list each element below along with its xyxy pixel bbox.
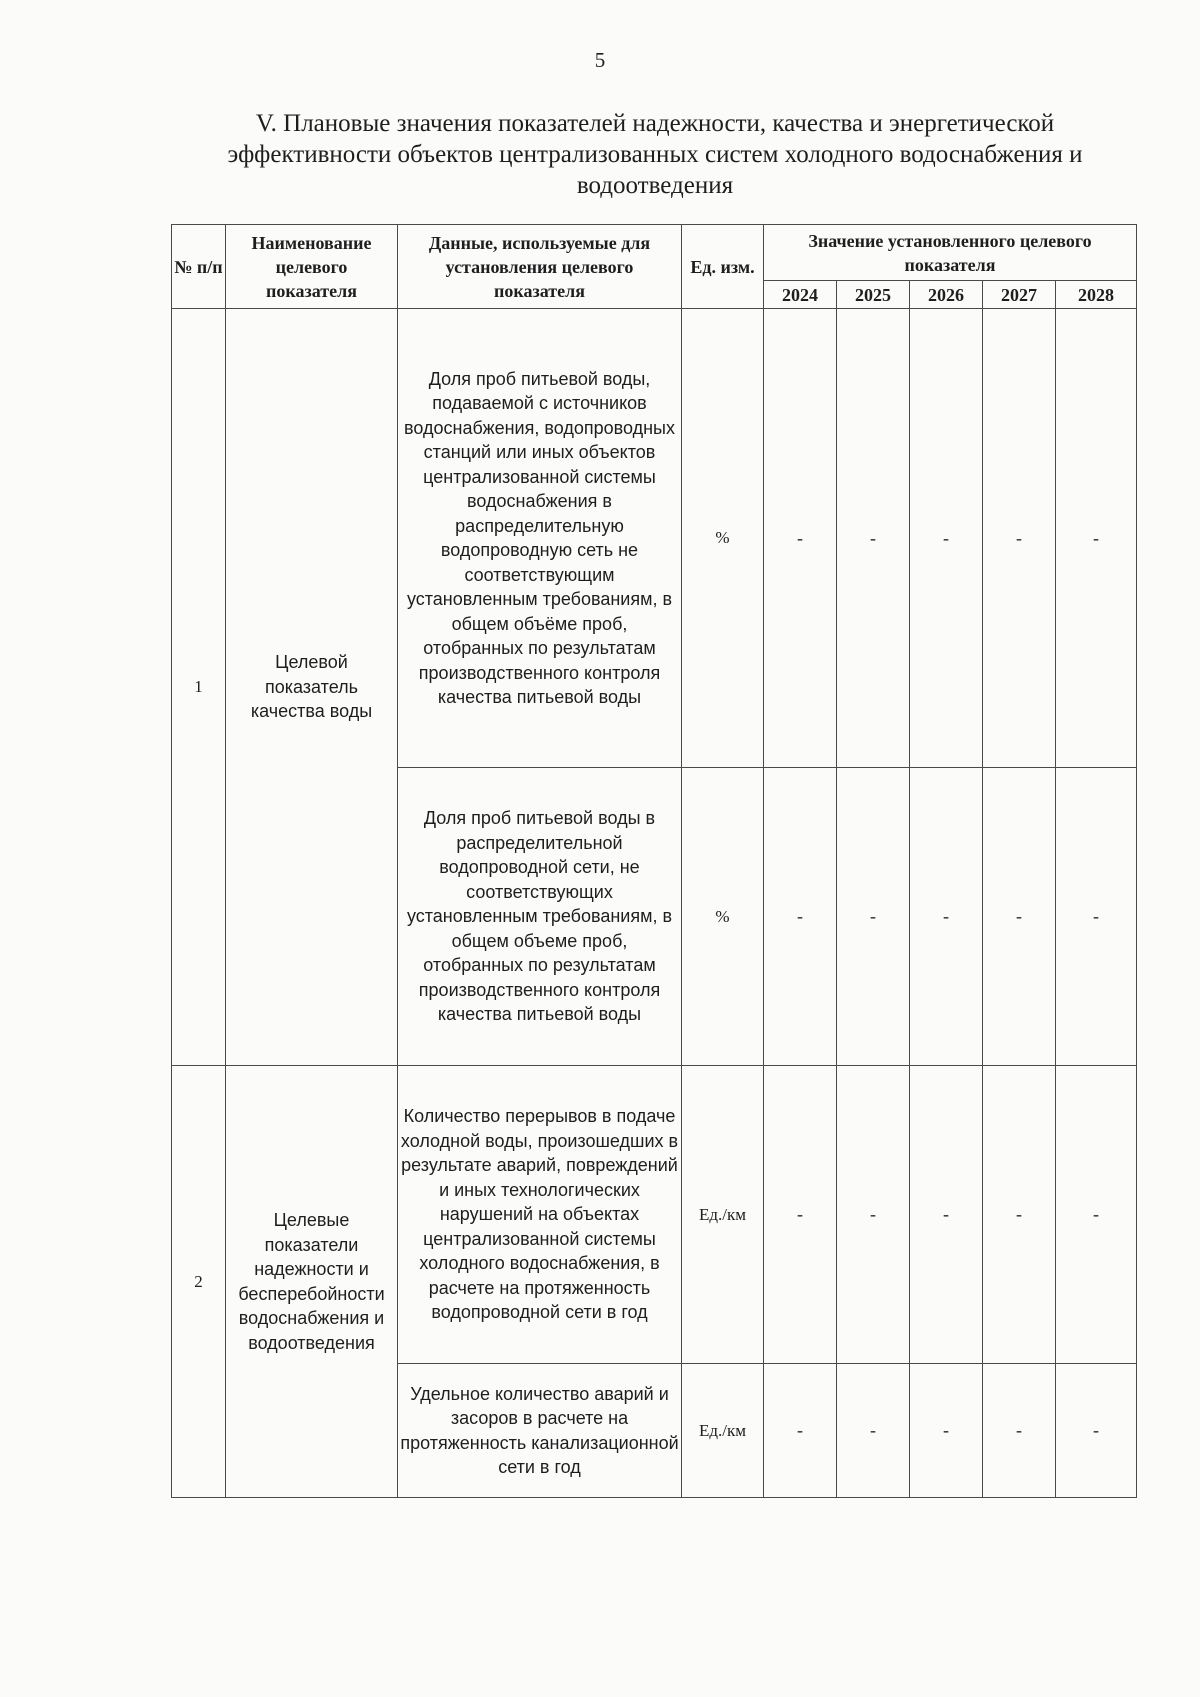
value-cell: - — [837, 1066, 910, 1364]
header-name: Наименование целевого показателя — [226, 225, 398, 309]
header-num: № п/п — [172, 225, 226, 309]
value-cell: - — [983, 1364, 1056, 1498]
row-num: 1 — [172, 309, 226, 1066]
indicator-data: Доля проб питьевой воды в распределительной водопроводной сети, не соответствующих установленным требованиям, в общем объеме проб, отобранных по результатам производственного контроля качества питьевой воды — [398, 768, 682, 1066]
indicator-data: Доля проб питьевой воды, подаваемой с источников водоснабжения, водопроводных станций или иных объектов централизованной системы водоснабжения в распределительную водопроводную сеть не соответствующим установленным требованиям, в общем объёме проб, отобранных по результатам производственного контроля качества питьевой воды — [398, 309, 682, 768]
unit-cell: Ед./км — [682, 1364, 764, 1498]
value-cell: - — [1056, 1066, 1137, 1364]
value-cell: - — [910, 1364, 983, 1498]
target-indicators-table — [171, 224, 1137, 1498]
row-num: 2 — [172, 1066, 226, 1498]
table-row — [172, 1066, 1137, 1364]
indicator-name: Целевой показатель качества воды — [226, 309, 398, 1066]
header-year: 2025 — [837, 281, 910, 309]
indicator-data: Количество перерывов в подаче холодной воды, произошедших в результате аварий, повреждений и иных технологических нарушений на объектах централизованной системы холодного водоснабжения, в расчете на протяженность водопроводной сети в год — [398, 1066, 682, 1364]
section-title: V. Плановые значения показателей надежности, качества и энергетической эффективности объектов централизованных систем холодного водоснабжения и водоотведения — [227, 110, 1083, 199]
header-year: 2026 — [910, 281, 983, 309]
page-number: 5 — [594, 48, 606, 72]
value-cell: - — [910, 309, 983, 768]
value-cell: - — [983, 309, 1056, 768]
value-cell: - — [837, 309, 910, 768]
value-cell: - — [983, 1066, 1056, 1364]
value-cell: - — [1056, 1364, 1137, 1498]
header-value-group: Значение установленного целевого показателя — [764, 225, 1137, 281]
header-year: 2024 — [764, 281, 837, 309]
value-cell: - — [764, 768, 837, 1066]
header-year: 2028 — [1056, 281, 1137, 309]
indicator-name: Целевые показатели надежности и бесперебойности водоснабжения и водоотведения — [226, 1066, 398, 1498]
value-cell: - — [910, 1066, 983, 1364]
unit-cell: % — [682, 768, 764, 1066]
table-row — [172, 309, 1137, 768]
value-cell: - — [837, 1364, 910, 1498]
header-unit: Ед. изм. — [682, 225, 764, 309]
value-cell: - — [764, 309, 837, 768]
value-cell: - — [983, 768, 1056, 1066]
unit-cell: Ед./км — [682, 1066, 764, 1364]
value-cell: - — [1056, 768, 1137, 1066]
value-cell: - — [1056, 309, 1137, 768]
indicator-data: Удельное количество аварий и засоров в расчете на протяженность канализационной сети в год — [398, 1364, 682, 1498]
header-year: 2027 — [983, 281, 1056, 309]
value-cell: - — [764, 1066, 837, 1364]
unit-cell: % — [682, 309, 764, 768]
value-cell: - — [764, 1364, 837, 1498]
header-data: Данные, используемые для установления целевого показателя — [398, 225, 682, 309]
value-cell: - — [837, 768, 910, 1066]
value-cell: - — [910, 768, 983, 1066]
